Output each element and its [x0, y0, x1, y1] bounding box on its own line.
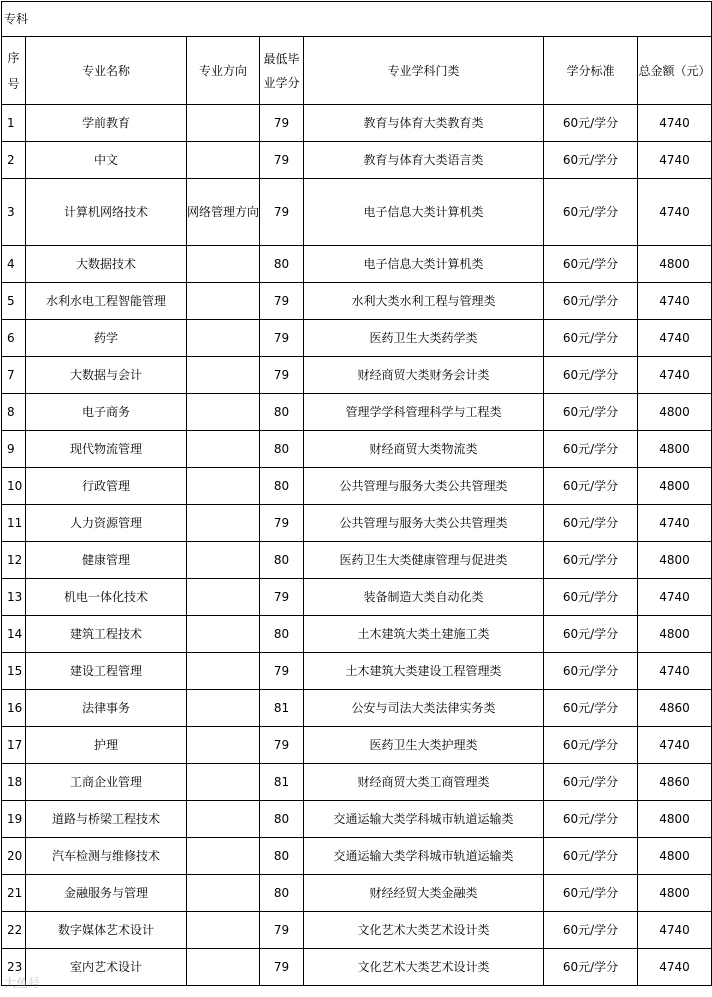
- major-category: 财经商贸大类物流类: [304, 431, 544, 468]
- min-credits: 80: [260, 875, 304, 912]
- total-amount: 4740: [638, 579, 712, 616]
- min-credits: 80: [260, 616, 304, 653]
- major-category: 文化艺术大类艺术设计类: [304, 912, 544, 949]
- table-row: [2, 912, 712, 949]
- credit-rate: 60元/学分: [544, 764, 638, 801]
- credit-rate: 60元/学分: [544, 357, 638, 394]
- credit-rate: 60元/学分: [544, 690, 638, 727]
- total-amount: 4800: [638, 468, 712, 505]
- row-number: 2: [2, 142, 26, 179]
- table-row: [2, 246, 712, 283]
- major-direction: [187, 431, 260, 468]
- major-direction: [187, 394, 260, 431]
- total-amount: 4740: [638, 505, 712, 542]
- major-name: 学前教育: [26, 105, 187, 142]
- major-name: 水利水电工程智能管理: [26, 283, 187, 320]
- major-direction: [187, 320, 260, 357]
- major-name: 金融服务与管理: [26, 875, 187, 912]
- total-amount: 4740: [638, 320, 712, 357]
- major-name: 工商企业管理: [26, 764, 187, 801]
- major-category: 公共管理与服务大类公共管理类: [304, 505, 544, 542]
- table-row: [2, 357, 712, 394]
- major-name: 建筑工程技术: [26, 616, 187, 653]
- credit-rate: 60元/学分: [544, 468, 638, 505]
- min-credits: 80: [260, 542, 304, 579]
- credit-rate: 60元/学分: [544, 320, 638, 357]
- credit-rate: 60元/学分: [544, 912, 638, 949]
- total-amount: 4740: [638, 283, 712, 320]
- min-credits: 80: [260, 468, 304, 505]
- total-amount: 4740: [638, 912, 712, 949]
- header-category: 专业学科门类: [304, 37, 544, 105]
- table-row: [2, 431, 712, 468]
- row-number: 22: [2, 912, 26, 949]
- row-number: 12: [2, 542, 26, 579]
- min-credits: 79: [260, 727, 304, 764]
- major-direction: [187, 105, 260, 142]
- row-number: 4: [2, 246, 26, 283]
- major-name: 道路与桥梁工程技术: [26, 801, 187, 838]
- major-name: 机电一体化技术: [26, 579, 187, 616]
- major-direction: [187, 690, 260, 727]
- major-direction: [187, 838, 260, 875]
- min-credits: 79: [260, 653, 304, 690]
- total-amount: 4860: [638, 690, 712, 727]
- row-number: 23: [2, 949, 26, 986]
- credit-rate: 60元/学分: [544, 838, 638, 875]
- row-number: 9: [2, 431, 26, 468]
- table-row: [2, 949, 712, 986]
- table-row: [2, 579, 712, 616]
- credit-rate: 60元/学分: [544, 179, 638, 246]
- header-no: 序号: [2, 37, 26, 105]
- major-name: 护理: [26, 727, 187, 764]
- min-credits: 80: [260, 246, 304, 283]
- major-direction: [187, 283, 260, 320]
- major-direction: [187, 949, 260, 986]
- row-number: 19: [2, 801, 26, 838]
- row-number: 11: [2, 505, 26, 542]
- header-row: [2, 37, 712, 105]
- section-title: 专科: [2, 2, 712, 37]
- row-number: 20: [2, 838, 26, 875]
- major-name: 室内艺术设计: [26, 949, 187, 986]
- major-category: 文化艺术大类艺术设计类: [304, 949, 544, 986]
- major-category: 公共管理与服务大类公共管理类: [304, 468, 544, 505]
- major-category: 公安与司法大类法律实务类: [304, 690, 544, 727]
- min-credits: 79: [260, 283, 304, 320]
- credit-rate: 60元/学分: [544, 727, 638, 764]
- major-name: 汽车检测与维修技术: [26, 838, 187, 875]
- table-row: [2, 801, 712, 838]
- credit-rate: 60元/学分: [544, 283, 638, 320]
- major-direction: [187, 357, 260, 394]
- major-category: 医药卫生大类护理类: [304, 727, 544, 764]
- table-row: [2, 142, 712, 179]
- row-number: 1: [2, 105, 26, 142]
- watermark: 大鱼号: [4, 976, 41, 990]
- total-amount: 4740: [638, 105, 712, 142]
- major-direction: [187, 142, 260, 179]
- row-number: 7: [2, 357, 26, 394]
- min-credits: 79: [260, 505, 304, 542]
- major-category: 电子信息大类计算机类: [304, 246, 544, 283]
- major-name: 药学: [26, 320, 187, 357]
- row-number: 3: [2, 179, 26, 246]
- major-category: 医药卫生大类药学类: [304, 320, 544, 357]
- major-name: 现代物流管理: [26, 431, 187, 468]
- min-credits: 79: [260, 105, 304, 142]
- major-name: 人力资源管理: [26, 505, 187, 542]
- table-row: [2, 179, 712, 246]
- credit-rate: 60元/学分: [544, 949, 638, 986]
- tuition-table: [1, 1, 712, 986]
- table-row: [2, 875, 712, 912]
- header-min-credits: 最低毕业学分: [260, 37, 304, 105]
- table-row: [2, 616, 712, 653]
- min-credits: 79: [260, 912, 304, 949]
- total-amount: 4800: [638, 246, 712, 283]
- total-amount: 4740: [638, 142, 712, 179]
- min-credits: 79: [260, 579, 304, 616]
- table-row: [2, 764, 712, 801]
- major-category: 管理学学科管理科学与工程类: [304, 394, 544, 431]
- table-row: [2, 394, 712, 431]
- major-name: 数字媒体艺术设计: [26, 912, 187, 949]
- row-number: 14: [2, 616, 26, 653]
- major-direction: [187, 764, 260, 801]
- min-credits: 81: [260, 764, 304, 801]
- row-number: 15: [2, 653, 26, 690]
- header-credit-rate: 学分标准: [544, 37, 638, 105]
- credit-rate: 60元/学分: [544, 431, 638, 468]
- table-row: [2, 542, 712, 579]
- major-category: 水利大类水利工程与管理类: [304, 283, 544, 320]
- major-name: 健康管理: [26, 542, 187, 579]
- credit-rate: 60元/学分: [544, 875, 638, 912]
- credit-rate: 60元/学分: [544, 579, 638, 616]
- credit-rate: 60元/学分: [544, 505, 638, 542]
- major-category: 财经商贸大类财务会计类: [304, 357, 544, 394]
- min-credits: 80: [260, 838, 304, 875]
- major-name: 行政管理: [26, 468, 187, 505]
- credit-rate: 60元/学分: [544, 105, 638, 142]
- major-direction: [187, 542, 260, 579]
- row-number: 10: [2, 468, 26, 505]
- major-name: 大数据与会计: [26, 357, 187, 394]
- total-amount: 4800: [638, 542, 712, 579]
- row-number: 13: [2, 579, 26, 616]
- row-number: 8: [2, 394, 26, 431]
- table-row: [2, 505, 712, 542]
- total-amount: 4800: [638, 394, 712, 431]
- total-amount: 4740: [638, 949, 712, 986]
- header-direction: 专业方向: [187, 37, 260, 105]
- table-row: [2, 838, 712, 875]
- total-amount: 4800: [638, 875, 712, 912]
- major-direction: [187, 468, 260, 505]
- major-category: 教育与体育大类语言类: [304, 142, 544, 179]
- row-number: 21: [2, 875, 26, 912]
- min-credits: 79: [260, 179, 304, 246]
- credit-rate: 60元/学分: [544, 246, 638, 283]
- total-amount: 4800: [638, 838, 712, 875]
- major-category: 财经经贸大类金融类: [304, 875, 544, 912]
- major-category: 教育与体育大类教育类: [304, 105, 544, 142]
- total-amount: 4740: [638, 357, 712, 394]
- credit-rate: 60元/学分: [544, 542, 638, 579]
- row-number: 5: [2, 283, 26, 320]
- row-number: 16: [2, 690, 26, 727]
- major-category: 土木建筑大类土建施工类: [304, 616, 544, 653]
- major-name: 大数据技术: [26, 246, 187, 283]
- min-credits: 80: [260, 801, 304, 838]
- major-direction: [187, 653, 260, 690]
- major-direction: [187, 801, 260, 838]
- min-credits: 80: [260, 394, 304, 431]
- credit-rate: 60元/学分: [544, 142, 638, 179]
- table-row: [2, 468, 712, 505]
- credit-rate: 60元/学分: [544, 653, 638, 690]
- major-direction: [187, 246, 260, 283]
- major-name: 建设工程管理: [26, 653, 187, 690]
- row-number: 17: [2, 727, 26, 764]
- table-row: [2, 653, 712, 690]
- table-row: [2, 105, 712, 142]
- major-direction: [187, 875, 260, 912]
- total-amount: 4860: [638, 764, 712, 801]
- table-row: [2, 283, 712, 320]
- row-number: 6: [2, 320, 26, 357]
- min-credits: 79: [260, 320, 304, 357]
- total-amount: 4800: [638, 801, 712, 838]
- total-amount: 4800: [638, 431, 712, 468]
- min-credits: 80: [260, 431, 304, 468]
- total-amount: 4740: [638, 727, 712, 764]
- major-direction: 网络管理方向: [187, 179, 260, 246]
- major-category: 医药卫生大类健康管理与促进类: [304, 542, 544, 579]
- min-credits: 79: [260, 142, 304, 179]
- major-category: 交通运输大类学科城市轨道运输类: [304, 838, 544, 875]
- min-credits: 79: [260, 949, 304, 986]
- total-amount: 4740: [638, 179, 712, 246]
- min-credits: 81: [260, 690, 304, 727]
- table-row: [2, 320, 712, 357]
- major-category: 电子信息大类计算机类: [304, 179, 544, 246]
- major-direction: [187, 727, 260, 764]
- min-credits: 79: [260, 357, 304, 394]
- header-major: 专业名称: [26, 37, 187, 105]
- row-number: 18: [2, 764, 26, 801]
- major-name: 法律事务: [26, 690, 187, 727]
- total-amount: 4740: [638, 653, 712, 690]
- major-direction: [187, 505, 260, 542]
- total-amount: 4800: [638, 616, 712, 653]
- major-direction: [187, 579, 260, 616]
- major-name: 中文: [26, 142, 187, 179]
- major-category: 土木建筑大类建设工程管理类: [304, 653, 544, 690]
- major-category: 交通运输大类学科城市轨道运输类: [304, 801, 544, 838]
- table-row: [2, 690, 712, 727]
- major-name: 电子商务: [26, 394, 187, 431]
- header-total: 总金额（元）: [638, 37, 712, 105]
- major-category: 装备制造大类自动化类: [304, 579, 544, 616]
- major-category: 财经商贸大类工商管理类: [304, 764, 544, 801]
- table-row: [2, 727, 712, 764]
- credit-rate: 60元/学分: [544, 801, 638, 838]
- major-direction: [187, 912, 260, 949]
- major-name: 计算机网络技术: [26, 179, 187, 246]
- major-direction: [187, 616, 260, 653]
- credit-rate: 60元/学分: [544, 394, 638, 431]
- credit-rate: 60元/学分: [544, 616, 638, 653]
